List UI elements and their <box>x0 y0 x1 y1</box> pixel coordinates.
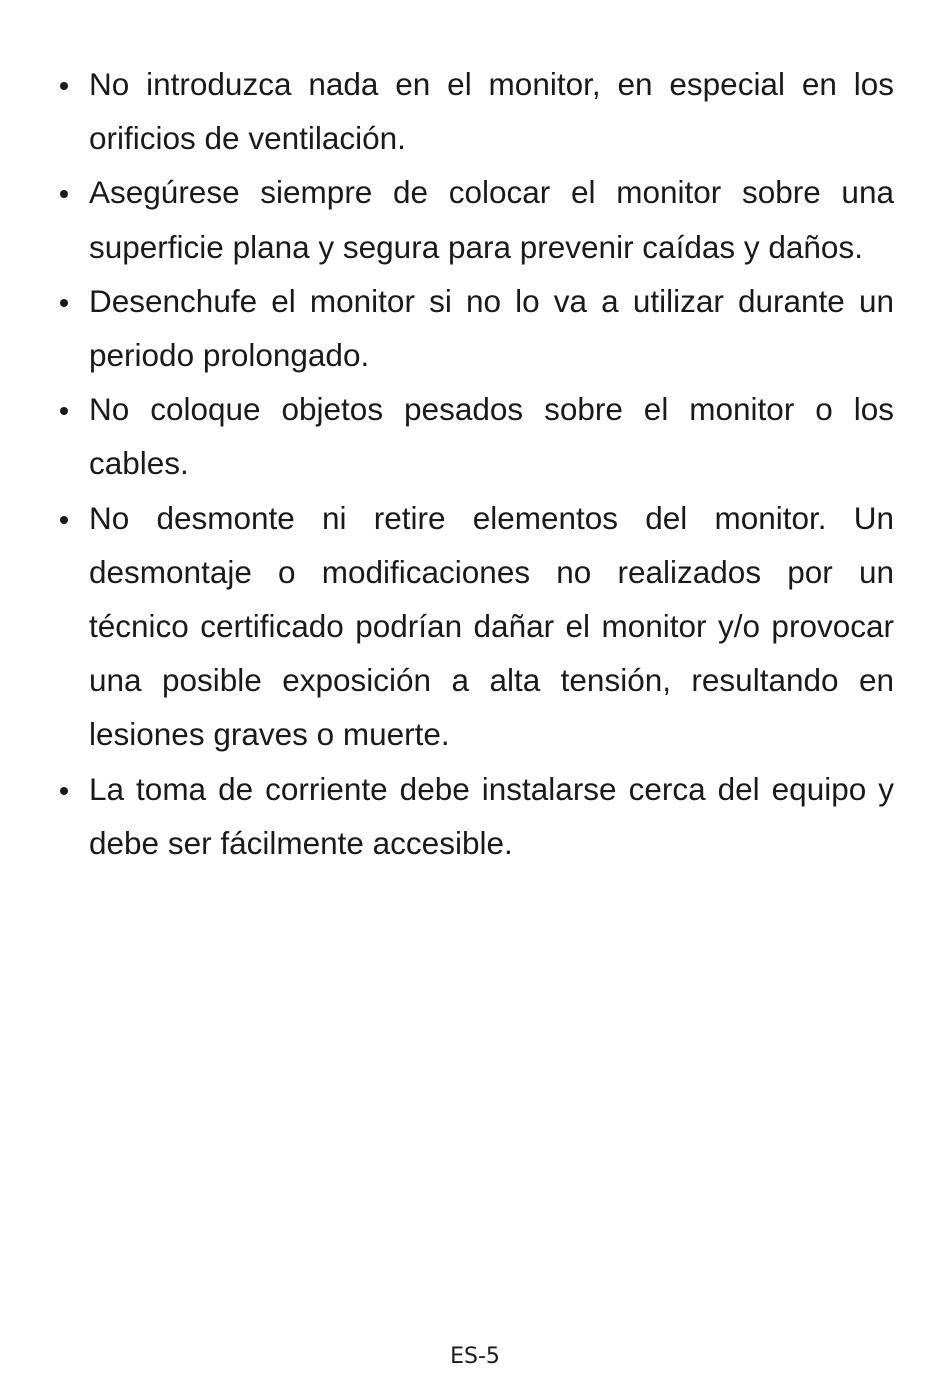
bullet-text: Desenchufe el monitor si no lo va a utilizar durante un periodo prolongado. <box>89 282 894 374</box>
bullet-text: No coloque objetos pesados sobre el monitor o los cables. <box>89 391 894 482</box>
bullet-text: La toma de corriente debe instalarse cerca del equipo y debe ser fácilmente accesible. <box>89 770 894 861</box>
page-number: ES-5 <box>450 1344 500 1369</box>
bullet-dot-icon <box>60 82 68 90</box>
bullet-item-heavy-objects <box>56 382 894 490</box>
bullet-item-disassembly <box>56 491 894 762</box>
bullet-dot-icon <box>60 407 68 415</box>
bullet-dot-icon <box>60 516 68 524</box>
bullet-text: No introduzca nada en el monitor, en especial en los orificios de ventilación. <box>89 66 894 157</box>
bullet-text: No desmonte ni retire elementos del monitor. Un desmontaje o modificaciones no realizados por un técnico certificado podrían dañar el monitor y/o provocar una posible exposición a alta tensión, resultando en lesiones graves o muerte. <box>89 499 894 753</box>
bullet-item-flat-surface <box>56 165 894 273</box>
bullet-dot-icon <box>60 190 68 198</box>
safety-bullet-list <box>56 57 894 870</box>
bullet-dot-icon <box>60 787 68 795</box>
bullet-item-power-outlet <box>56 762 894 870</box>
bullet-dot-icon <box>60 299 68 307</box>
bullet-item-unplug <box>56 274 894 382</box>
bullet-item-ventilation <box>56 57 894 165</box>
bullet-text: Asegúrese siempre de colocar el monitor sobre una superficie plana y segura para prevenir caídas y daños. <box>89 174 894 265</box>
